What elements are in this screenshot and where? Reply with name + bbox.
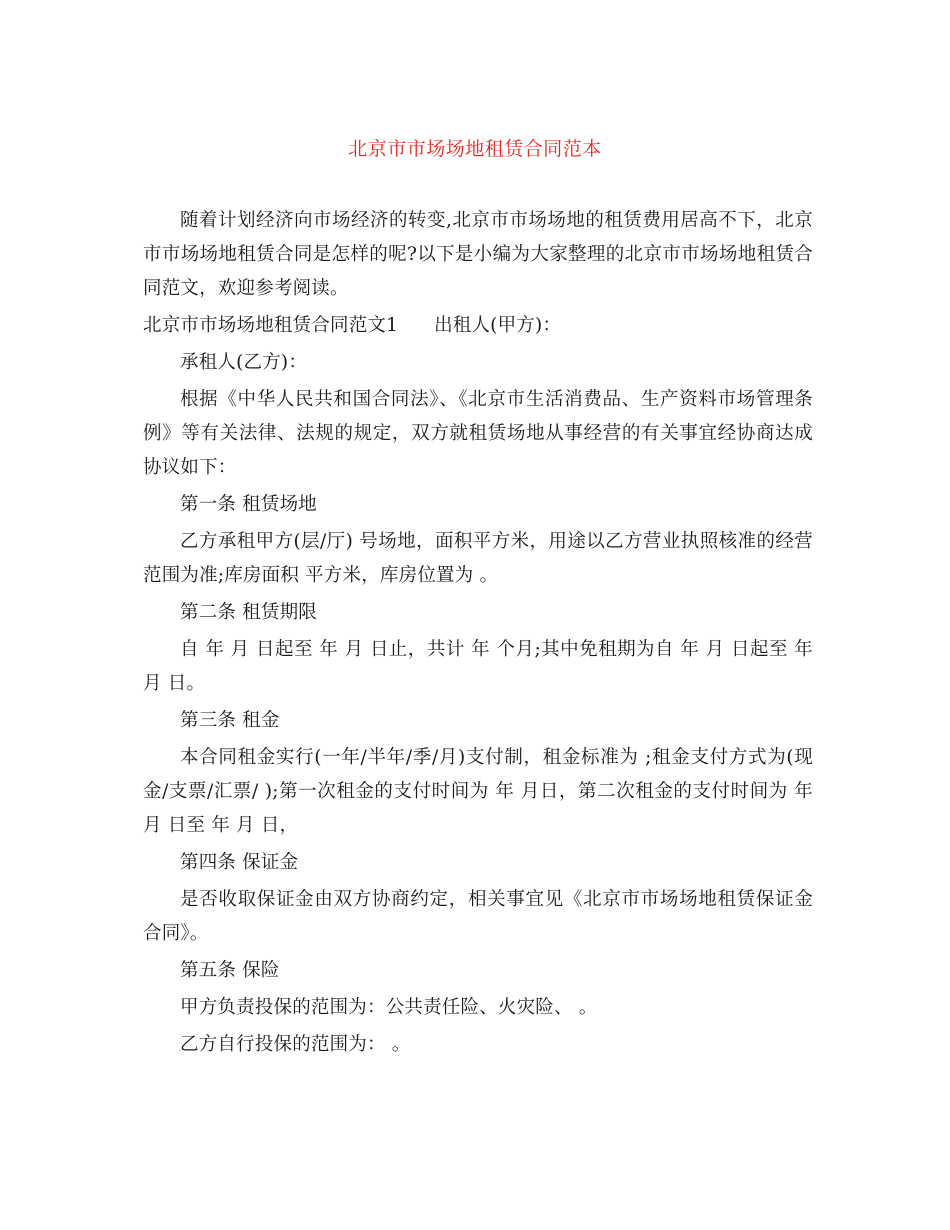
article-5-title: 第五条 保险 xyxy=(180,960,280,981)
lessor-line: 出租人(甲方)： xyxy=(434,315,562,336)
article-4-title: 第四条 保证金 xyxy=(180,852,299,873)
article-5-body-lessor: 甲方负责投保的范围为：公共责任险、火灾险、 。 xyxy=(180,997,598,1018)
article-3-body: 本合同租金实行(一年/半年/季/月)支付制，租金标准为 ;租金支付方式为(现金/支票/汇票/ );第一次租金的支付时间为 年 月日，第二次租金的支付时间为 年 月 日至 年 月 日， xyxy=(143,747,813,836)
document-body xyxy=(143,204,813,1065)
article-2-title: 第二条 租赁期限 xyxy=(180,602,317,623)
article-2-body: 自 年 月 日起至 年 月 日止，共计 年 个月;其中免租期为自 年 月 日起至 年 月 日。 xyxy=(143,639,813,694)
article-3-title: 第三条 租金 xyxy=(180,710,280,731)
document-title: 北京市市场场地租赁合同范本 xyxy=(348,138,602,160)
basis-paragraph: 根据《中华人民共和国合同法》、《北京市生活消费品、生产资料市场管理条例》等有关法律、法规的规定，双方就租赁场地从事经营的有关事宜经协商达成协议如下： xyxy=(143,389,813,478)
article-5-body-lessee: 乙方自行投保的范围为： 。 xyxy=(180,1034,411,1055)
sample-heading-line xyxy=(143,309,813,343)
article-4-body: 是否收取保证金由双方协商约定，相关事宜见《北京市市场场地租赁保证金合同》。 xyxy=(143,889,813,944)
article-1-title: 第一条 租赁场地 xyxy=(180,494,317,515)
intro-paragraph: 随着计划经济向市场经济的转变,北京市市场场地的租赁费用居高不下，北京市市场场地租赁合同是怎样的呢?以下是小编为大家整理的北京市市场场地租赁合同范文，欢迎参考阅读。 xyxy=(143,210,813,299)
lessee-line: 承租人(乙方)： xyxy=(180,352,308,373)
article-1-body: 乙方承租甲方(层/厅) 号场地，面积平方米，用途以乙方营业执照核准的经营范围为准;库房面积 平方米，库房位置为 。 xyxy=(143,531,813,586)
sample-heading: 北京市市场场地租赁合同范文1 xyxy=(143,315,399,336)
